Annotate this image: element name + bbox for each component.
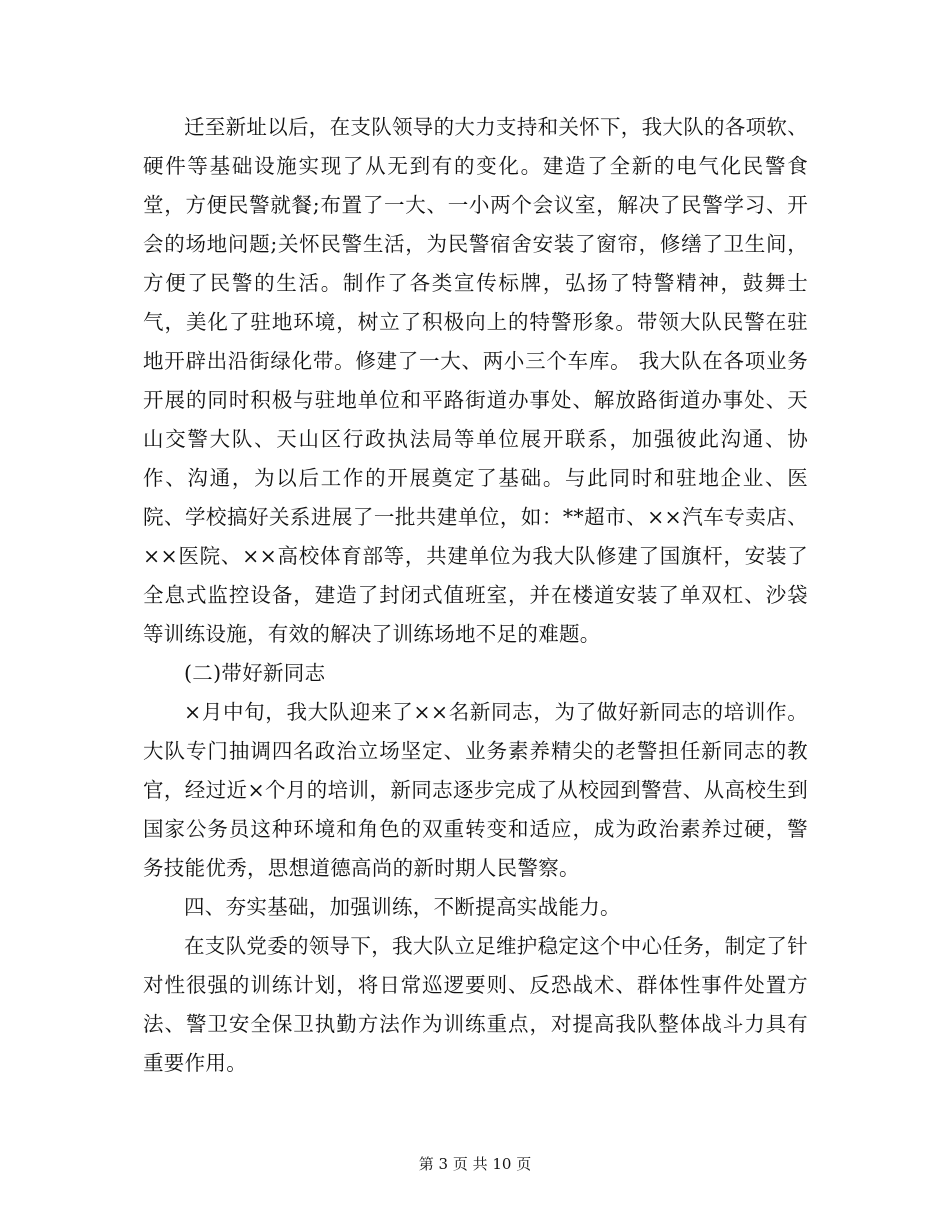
paragraph-training: 在支队党委的领导下，我大队立足维护稳定这个中心任务，制定了针对性很强的训练计划，将日常巡逻要则、反恐战术、群体性事件处置方法、警卫安全保卫执勤方法作为训练重点，对提高我队整体战斗力具有重要作用。 <box>143 934 808 1075</box>
paragraph-facilities: 迁至新址以后，在支队领导的大力支持和关怀下，我大队的各项软、硬件等基础设施实现了从无到有的变化。建造了全新的电气化民警食堂，方便民警就餐;布置了一大、一小两个会议室，解决了民警学习、开会的场地问题;关怀民警生活，为民警宿舍安装了窗帘，修缮了卫生间，方便了民警的生活。制作了各类宣传标牌，弘扬了特警精神，鼓舞士气，美化了驻地环境，树立了积极向上的特警形象。带领大队民警在驻地开辟出沿街绿化带。修建了一大、两小三个车库。 我大队在各项业务开展的同时积极与驻地单位和平路街道办事处、解放路街道办事处、天山交警大队、天山区行政执法局等单位展开联系，加强彼此沟通、协作、沟通，为以后工作的开展奠定了基础。与此同时和驻地企业、医院、学校搞好关系进展了一批共建单位，如：**超市、××汽车专卖店、××医院、××高校体育部等，共建单位为我大队修建了国旗杆，安装了全息式监控设备，建造了封闭式值班室，并在楼道安装了单双杠、沙袋等训练设施，有效的解决了训练场地不足的难题。 <box>143 115 808 646</box>
page-number: 第 3 页 共 10 页 <box>418 1155 532 1173</box>
paragraph-new-colleagues: ×月中旬，我大队迎来了××名新同志，为了做好新同志的培训作。大队专门抽调四名政治立场坚定、业务素养精尖的老警担任新同志的教官，经过近×个月的培训，新同志逐步完成了从校园到警营、从高校生到国家公务员这种环境和角色的双重转变和适应，成为政治素养过硬，警务技能优秀，思想道德高尚的新时期人民警察。 <box>143 700 808 880</box>
document-body <box>143 108 808 1083</box>
page-footer <box>0 1154 950 1174</box>
section-heading-training: 四、夯实基础，加强训练，不断提高实战能力。 <box>184 895 621 919</box>
section-heading-new-colleagues: (二)带好新同志 <box>184 661 326 685</box>
